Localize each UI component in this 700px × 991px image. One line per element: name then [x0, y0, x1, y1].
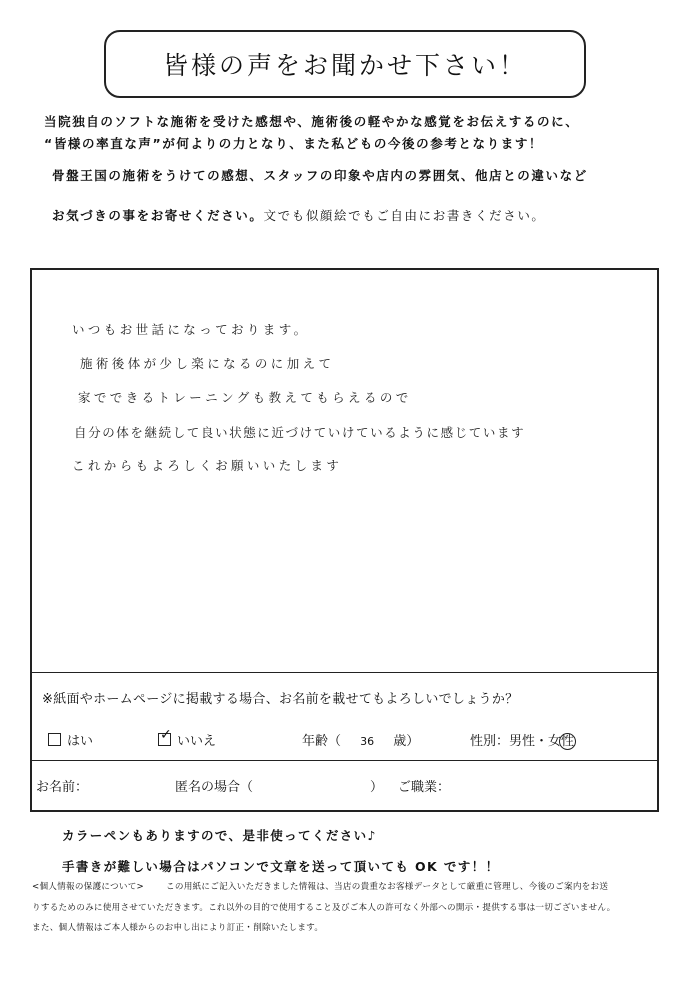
privacy-line-1	[32, 880, 608, 892]
pen-note: カラーペンもありますので、是非使ってください♪	[62, 828, 377, 843]
no-label: いいえ	[177, 734, 217, 749]
privacy-line-3: また、個人情報はご本人様からのお申し出により訂正・削除いたします。	[32, 923, 324, 933]
gender-label: 性別：男性・女	[470, 734, 562, 749]
comment-line-4: 自分の体を継続して良い状態に近づけていけているように感じています	[74, 425, 526, 440]
intro-line-2: “皆様の率直な声”が何よりの力となり、また私どもの今後の参考となります！	[44, 136, 544, 151]
privacy-title: <個人情報の保護について>	[32, 882, 145, 892]
no-checkbox[interactable]	[158, 727, 172, 746]
age-suffix: 歳）	[393, 734, 420, 749]
gender-selected: 性	[561, 734, 575, 749]
occupation-label: ご職業：	[398, 780, 451, 795]
option-yes[interactable]	[48, 730, 93, 749]
pc-note: 手書きが難しい場合はパソコンで文章を送って頂いても OK です！！	[62, 859, 500, 874]
section-divider-middle	[30, 760, 659, 761]
age-label: 年齢（	[302, 734, 342, 749]
gender-field	[470, 730, 576, 750]
comment-line-1: いつもお世話になっております。	[72, 322, 310, 337]
page-title	[104, 30, 586, 98]
age-field	[302, 730, 419, 749]
comment-line-5: これからもよろしくお願いいたします	[72, 458, 343, 473]
title-text: 皆様の声をお聞かせ下さい！	[162, 51, 527, 80]
section-divider-top	[30, 672, 659, 673]
intro-line-4a: お気づきの事をお寄せください。	[52, 208, 264, 223]
anonymous-close: ）	[370, 780, 384, 795]
yes-checkbox[interactable]	[48, 733, 61, 746]
comment-line-2: 施術後体が少し楽になるのに加えて	[80, 356, 335, 371]
privacy-text-1: この用紙にご記入いただきました情報は、当店の貴重なお客様データとして厳重に管理し、今後のご案内をお送	[166, 882, 609, 892]
intro-line-1: 当院独自のソフトな施術を受けた感想や、施術後の軽やかな感覚をお伝えするのに、	[44, 114, 580, 129]
age-value: 36	[360, 735, 375, 748]
comment-line-3: 家でできるトレーニングも教えてもらえるので	[78, 390, 412, 405]
yes-label: はい	[67, 734, 94, 749]
privacy-line-2: りするためのみに使用させていただきます。これ以外の目的で使用すること及びご本人の許可なく外部への開示・提供する事は一切ございません。	[32, 903, 616, 913]
intro-line-4	[52, 206, 546, 224]
intro-line-4b: 文でも似顔絵でもご自由にお書きください。	[263, 208, 546, 223]
intro-line-3: 骨盤王国の施術をうけての感想、スタッフの印象や店内の雰囲気、他店との違いなど	[52, 168, 588, 183]
option-no[interactable]	[158, 727, 217, 749]
anonymous-label: 匿名の場合（	[175, 780, 254, 795]
consent-question: ※紙面やホームページに掲載する場合、お名前を載せてもよろしいでしょうか？	[42, 692, 519, 707]
check-mark-icon: ✓	[160, 727, 172, 743]
name-label: お名前：	[36, 780, 89, 795]
